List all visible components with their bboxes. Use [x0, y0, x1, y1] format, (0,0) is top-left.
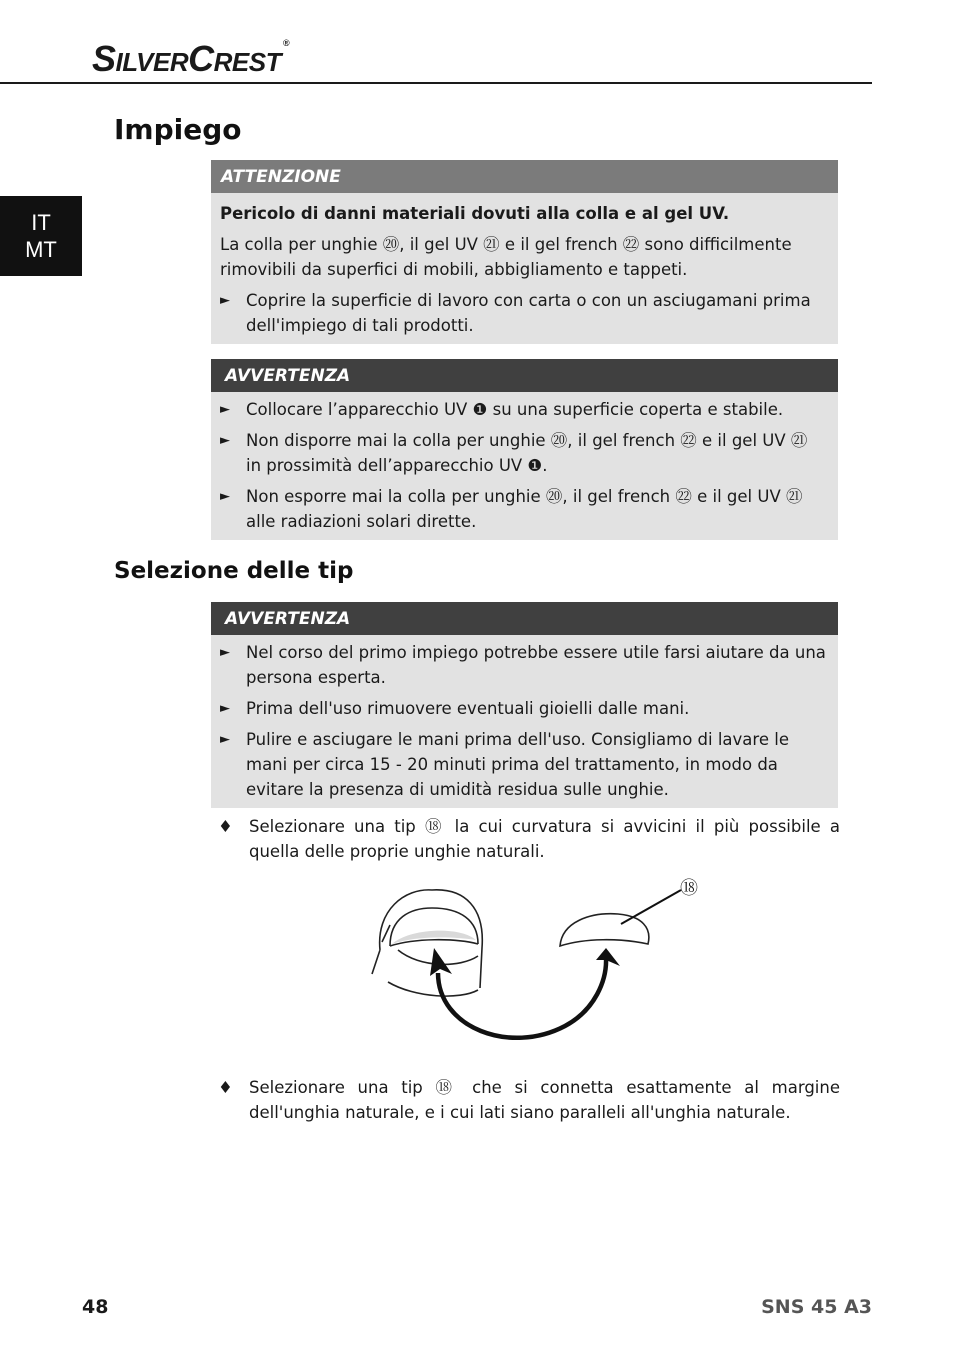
attention-heading: ATTENZIONE: [211, 160, 838, 193]
diamond-bullet-icon: ♦: [218, 817, 233, 836]
lang-mt: MT: [25, 237, 57, 262]
list-item: ► Non disporre mai la colla per unghie ⑳, il gel french ㉒ e il gel UV ㉑ in prossimità dell’apparecchio UV ❶.: [220, 428, 826, 478]
warning-box-2: [211, 602, 838, 808]
brand-logo: SILVERCREST®: [92, 38, 290, 79]
attention-box: [211, 160, 838, 344]
lang-it: IT: [31, 210, 51, 235]
section-title: Selezione delle tip: [114, 558, 354, 584]
list-item: ► Non esporre mai la colla per unghie ⑳, il gel french ㉒ e il gel UV ㉑ alle radiazioni solari dirette.: [220, 484, 826, 534]
arrow-bullet-icon: ►: [220, 645, 230, 660]
instruction-step-2: ♦ Selezionare una tip ⑱ che si connetta esattamente al margine dell'unghia naturale, e i cui lati siano paralleli all'unghia naturale.: [218, 1075, 840, 1125]
arrow-bullet-icon: ►: [220, 489, 230, 504]
arrow-bullet-icon: ►: [220, 701, 230, 716]
list-item: ► Pulire e asciugare le mani prima dell'uso. Consigliamo di lavare le mani per circa 15 - 20 minuti prima del trattamento, in modo da evitare la presenza di umidità residua sulle unghie.: [220, 727, 826, 802]
list-item: ► Prima dell'uso rimuovere eventuali gioielli dalle mani.: [220, 696, 826, 721]
arrow-bullet-icon: ►: [220, 402, 230, 417]
list-item: ► Collocare l’apparecchio UV ❶ su una superficie coperta e stabile.: [220, 397, 826, 422]
nail-tip-figure: [360, 870, 700, 1048]
model-number: SNS 45 A3: [761, 1296, 872, 1318]
arrow-bullet-icon: ►: [220, 433, 230, 448]
header-rule: [0, 82, 872, 84]
list-item: ► Nel corso del primo impiego potrebbe essere utile farsi aiutare da una persona esperta.: [220, 640, 826, 690]
arrow-bullet-icon: ►: [220, 732, 230, 747]
page-title: Impiego: [114, 113, 242, 146]
attention-strong: Pericolo di danni materiali dovuti alla colla e al gel UV.: [220, 204, 730, 223]
warning-heading: AVVERTENZA: [211, 359, 838, 392]
list-item: ► Coprire la superficie di lavoro con carta o con un asciugamani prima dell'impiego di tali prodotti.: [220, 288, 826, 338]
attention-paragraph: La colla per unghie ⑳, il gel UV ㉑ e il gel french ㉒ sono difficilmente rimovibili da superfici di mobili, abbigliamento e tappeti.: [220, 235, 792, 279]
page-number: 48: [82, 1296, 109, 1318]
warning-box-1: [211, 359, 838, 540]
arrow-bullet-icon: ►: [220, 293, 230, 308]
diamond-bullet-icon: ♦: [218, 1078, 233, 1097]
instruction-step-1: ♦ Selezionare una tip ⑱ la cui curvatura si avvicini il più possibile a quella delle proprie unghie naturali.: [218, 814, 840, 864]
warning-heading: AVVERTENZA: [211, 602, 838, 635]
language-tab: [0, 196, 82, 276]
tip-callout-label: ⑱: [680, 878, 698, 899]
